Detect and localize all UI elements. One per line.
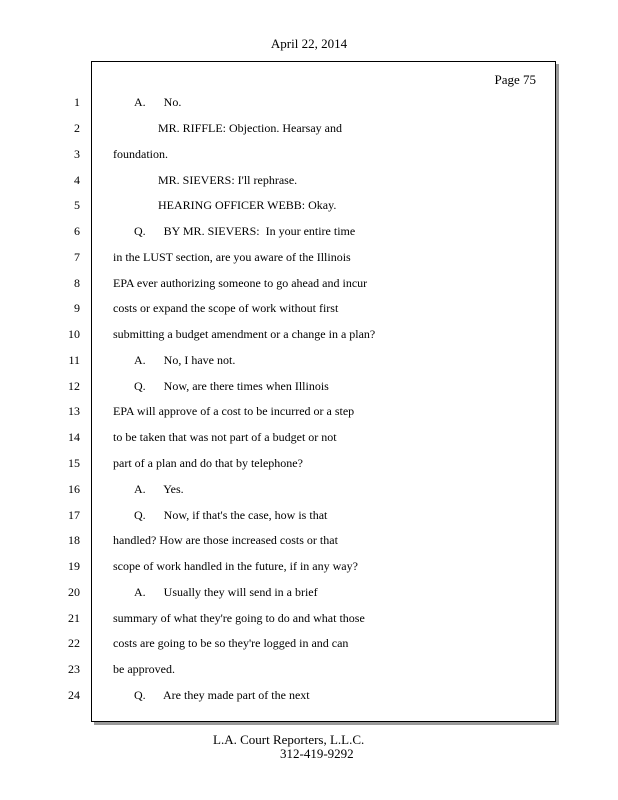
line-number: 13 <box>68 404 80 418</box>
transcript-line: costs are going to be so they're logged in and can <box>113 636 349 650</box>
line-number: 7 <box>74 250 80 264</box>
transcript-line: foundation. <box>113 147 168 161</box>
transcript-line: scope of work handled in the future, if in any way? <box>113 559 358 573</box>
line-number: 10 <box>68 327 80 341</box>
transcript-line: EPA will approve of a cost to be incurred or a step <box>113 404 355 418</box>
transcript-line: A. Yes. <box>134 482 184 496</box>
transcript-line: handled? How are those increased costs or that <box>113 533 338 547</box>
line-number: 14 <box>68 430 80 444</box>
footer-phone: 312-419-9292 <box>280 746 354 761</box>
transcript-line: A. No, I have not. <box>134 353 236 367</box>
footer-company: L.A. Court Reporters, L.L.C. <box>213 732 365 747</box>
transcript-line: EPA ever authorizing someone to go ahead and incur <box>113 276 368 290</box>
line-number: 5 <box>74 198 80 212</box>
transcript-line: in the LUST section, are you aware of the Illinois <box>113 250 351 264</box>
line-number: 16 <box>68 482 80 496</box>
line-number: 6 <box>74 224 80 238</box>
transcript-line: be approved. <box>113 662 175 676</box>
line-number: 22 <box>68 636 80 650</box>
transcript-line: summary of what they're going to do and what those <box>113 611 365 625</box>
line-number: 4 <box>74 173 80 187</box>
transcript-line: Q. BY MR. SIEVERS: In your entire time <box>134 224 356 238</box>
transcript-line: Q. Now, if that's the case, how is that <box>134 508 328 522</box>
line-number: 9 <box>74 301 80 315</box>
transcript-line: costs or expand the scope of work without first <box>113 301 339 315</box>
line-number: 17 <box>68 508 80 522</box>
transcript-line: submitting a budget amendment or a change in a plan? <box>113 327 376 341</box>
line-number: 24 <box>68 688 80 702</box>
transcript-line: to be taken that was not part of a budget or not <box>113 430 337 444</box>
transcript-line: A. No. <box>134 95 182 109</box>
transcript-line: Q. Are they made part of the next <box>134 688 310 702</box>
line-number: 3 <box>74 147 80 161</box>
line-number: 15 <box>68 456 80 470</box>
line-number: 11 <box>68 353 80 367</box>
line-number: 19 <box>68 559 80 573</box>
line-number: 21 <box>68 611 80 625</box>
page-number: Page 75 <box>494 72 536 87</box>
line-number: 2 <box>74 121 80 135</box>
transcript-line: MR. RIFFLE: Objection. Hearsay and <box>158 121 342 135</box>
transcript-line: Q. Now, are there times when Illinois <box>134 379 329 393</box>
line-number: 18 <box>68 533 80 547</box>
line-number: 20 <box>68 585 80 599</box>
line-number: 23 <box>68 662 80 676</box>
line-number: 12 <box>68 379 80 393</box>
transcript-line: HEARING OFFICER WEBB: Okay. <box>158 198 337 212</box>
transcript-line: MR. SIEVERS: I'll rephrase. <box>158 173 298 187</box>
header-date: April 22, 2014 <box>270 36 348 51</box>
line-number: 1 <box>74 95 80 109</box>
transcript-line: A. Usually they will send in a brief <box>134 585 318 599</box>
line-number: 8 <box>74 276 80 290</box>
transcript-line: part of a plan and do that by telephone? <box>113 456 303 470</box>
